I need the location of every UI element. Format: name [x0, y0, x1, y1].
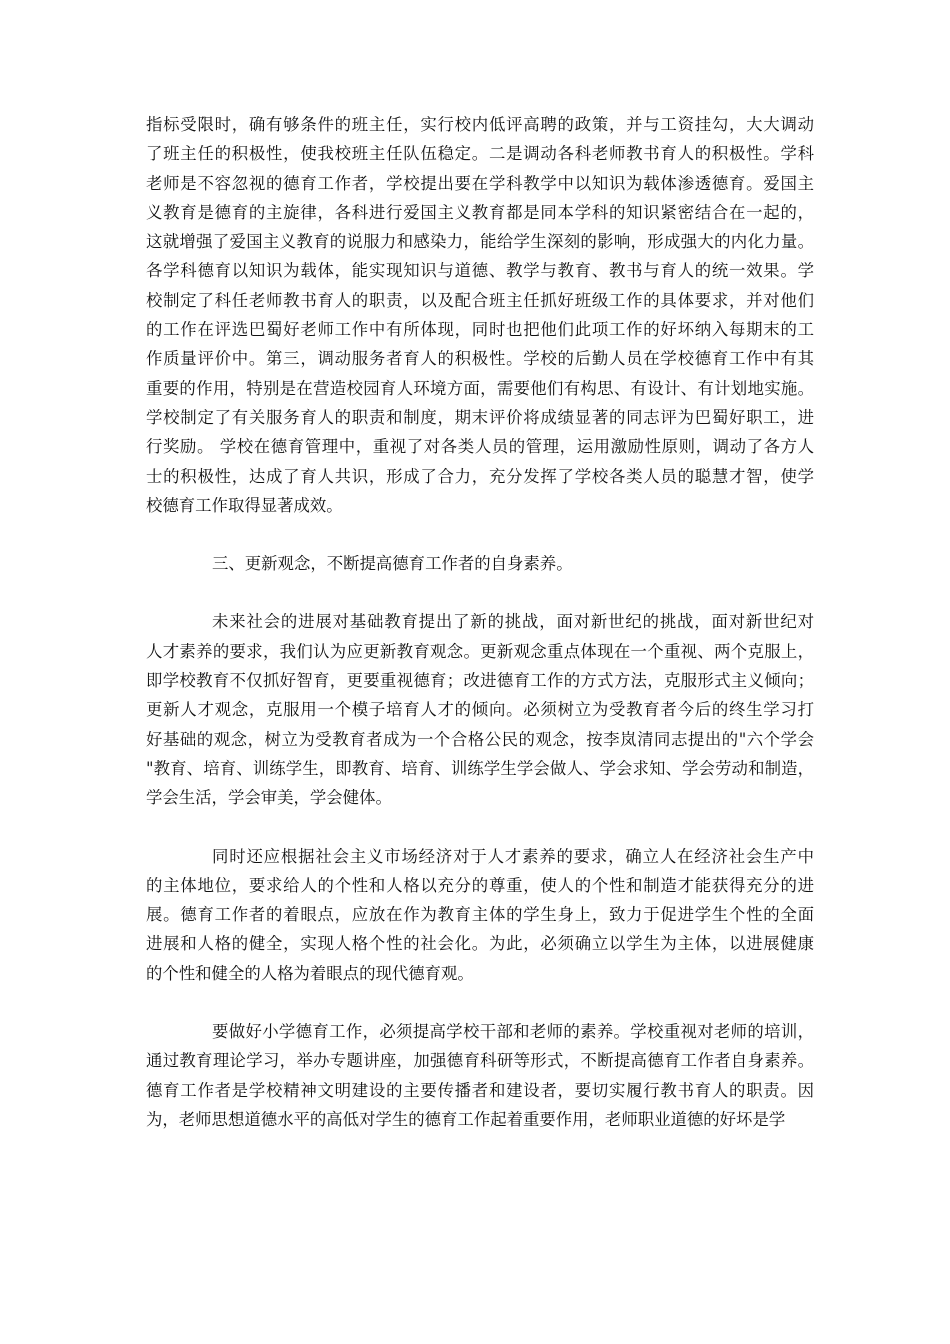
text-line: 未来社会的进展对基础教育提出了新的挑战，面对新世纪的挑战，面对新世纪对	[212, 612, 814, 632]
body-paragraph	[146, 110, 814, 520]
document-page	[146, 110, 814, 1134]
text-line: 要做好小学德育工作，必须提高学校干部和老师的素养。学校重视对老师的培训，	[212, 1022, 814, 1042]
text-line: 行奖励。 学校在德育管理中，重视了对各类人员的管理，运用激励性原则，调动了各方人	[146, 437, 814, 457]
text-line: 士的积极性，达成了育人共识，形成了合力，充分发挥了学校各类人员的聪慧才智，使学	[146, 466, 814, 486]
paragraph-gap	[146, 813, 814, 842]
text-line: 学会生活，学会审美，学会健体。	[146, 788, 392, 808]
text-line: 德育工作者是学校精神文明建设的主要传播者和建设者，要切实履行教书育人的职责。因	[146, 1080, 814, 1100]
text-line: 进展和人格的健全，实现人格个性的社会化。为此，必须确立以学生为主体，以进展健康	[146, 934, 814, 954]
text-line: 人才素养的要求，我们认为应更新教育观念。更新观念重点体现在一个重视、两个克服上，	[146, 641, 814, 661]
text-line: 这就增强了爱国主义教育的说服力和感染力，能给学生深刻的影响，形成强大的内化力量。	[146, 232, 814, 252]
text-line: 学校制定了有关服务育人的职责和制度，期末评价将成绩显著的同志评为巴蜀好职工，进	[146, 407, 814, 427]
paragraph-gap	[146, 988, 814, 1017]
text-line: 同时还应根据社会主义市场经济对于人才素养的要求，确立人在经济社会生产中	[212, 846, 814, 866]
text-line: 作质量评价中。第三，调动服务者育人的积极性。学校的后勤人员在学校德育工作中有其	[146, 349, 814, 369]
text-line: 的个性和健全的人格为着眼点的现代德育观。	[146, 963, 474, 983]
body-paragraph	[146, 607, 814, 812]
text-line: 通过教育理论学习，举办专题讲座，加强德育科研等形式，不断提高德育工作者自身素养。	[146, 1051, 814, 1071]
text-line: 校德育工作取得显著成效。	[146, 495, 343, 515]
text-line: 了班主任的积极性，使我校班主任队伍稳定。二是调动各科老师教书育人的积极性。学科	[146, 144, 814, 164]
text-line: "教育、培育、训练学生，即教育、培育、训练学生学会做人、学会求知、学会劳动和制造，	[146, 758, 814, 778]
text-line: 的工作在评选巴蜀好老师工作中有所体现，同时也把他们此项工作的好坏纳入每期末的工	[146, 320, 814, 340]
body-paragraph	[146, 1017, 814, 1134]
section-heading	[146, 549, 814, 578]
text-line: 重要的作用，特别是在营造校园育人环境方面，需要他们有构思、有设计、有计划地实施。	[146, 378, 814, 398]
text-line: 各学科德育以知识为载体，能实现知识与道德、教学与教育、教书与育人的统一效果。学	[146, 261, 814, 281]
text-line: 校制定了科任老师教书育人的职责，以及配合班主任抓好班级工作的具体要求，并对他们	[146, 290, 814, 310]
paragraph-gap	[146, 578, 814, 607]
text-line: 更新人才观念，克服用一个模子培育人才的倾向。必须树立为受教育者今后的终生学习打	[146, 700, 814, 720]
paragraph-gap	[146, 520, 814, 549]
text-line: 展。德育工作者的着眼点，应放在作为教育主体的学生身上，致力于促进学生个性的全面	[146, 905, 814, 925]
body-paragraph	[146, 842, 814, 988]
text-line: 的主体地位，要求给人的个性和人格以充分的尊重，使人的个性和制造才能获得充分的进	[146, 875, 814, 895]
text-line: 好基础的观念，树立为受教育者成为一个合格公民的观念，按李岚清同志提出的"六个学会	[146, 729, 814, 749]
text-line: 为，老师思想道德水平的高低对学生的德育工作起着重要作用，老师职业道德的好坏是学	[146, 1109, 786, 1129]
text-line: 老师是不容忽视的德育工作者，学校提出要在学科教学中以知识为载体渗透德育。爱国主	[146, 173, 814, 193]
text-line: 三、更新观念，不断提高德育工作者的自身素养。	[212, 554, 573, 574]
text-line: 指标受限时，确有够条件的班主任，实行校内低评高聘的政策，并与工资挂勾，大大调动	[146, 115, 814, 134]
text-line: 义教育是德育的主旋律，各科进行爱国主义教育都是同本学科的知识紧密结合在一起的，	[146, 202, 814, 222]
text-line: 即学校教育不仅抓好智育，更要重视德育；改进德育工作的方式方法，克服形式主义倾向；	[146, 671, 814, 691]
